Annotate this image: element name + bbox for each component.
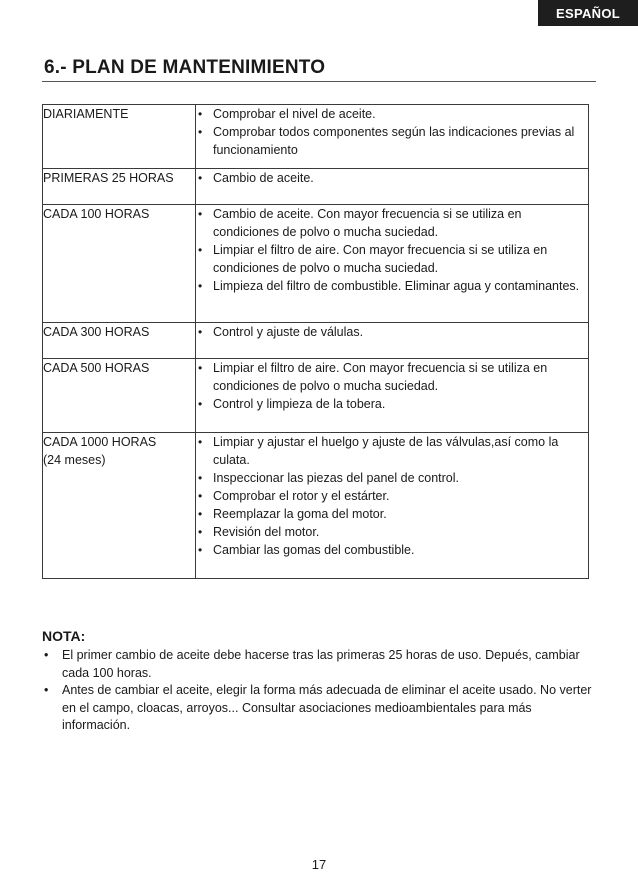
note-item (42, 647, 597, 682)
bullet-icon: • (198, 279, 203, 293)
title-divider (42, 81, 596, 82)
task-text: Inspeccionar las piezas del panel de control. (213, 471, 459, 485)
bullet-icon: • (44, 683, 49, 697)
tasks-cell (196, 359, 589, 433)
bullet-icon: • (198, 435, 203, 449)
tasks-cell (196, 169, 589, 205)
period-cell (43, 169, 196, 205)
task-item (196, 323, 588, 341)
task-item (196, 469, 588, 487)
task-item (196, 205, 588, 241)
bullet-icon: • (198, 107, 203, 121)
task-item (196, 277, 588, 295)
table-row (43, 323, 589, 359)
task-item (196, 541, 588, 559)
task-item (196, 523, 588, 541)
maintenance-table (42, 104, 589, 579)
note-list (42, 647, 597, 735)
task-text: Cambiar las gomas del combustible. (213, 543, 415, 557)
bullet-icon: • (198, 125, 203, 139)
period-cell (43, 323, 196, 359)
task-list (196, 433, 588, 559)
tasks-cell (196, 323, 589, 359)
table-row (43, 433, 589, 579)
period-label: CADA 1000 HORAS (43, 435, 157, 449)
table-row (43, 105, 589, 169)
task-item (196, 359, 588, 395)
tasks-cell (196, 105, 589, 169)
bullet-icon: • (198, 507, 203, 521)
note-item (42, 682, 597, 735)
bullet-icon: • (198, 543, 203, 557)
task-item (196, 241, 588, 277)
bullet-icon: • (198, 397, 203, 411)
task-text: Limpiar el filtro de aire. Con mayor frecuencia si se utiliza en condiciones de polvo o mucha suciedad. (213, 243, 548, 275)
task-item (196, 433, 588, 469)
tasks-cell (196, 433, 589, 579)
task-text: Reemplazar la goma del motor. (213, 507, 387, 521)
task-text: Limpiar el filtro de aire. Con mayor frecuencia si se utiliza en condiciones de polvo o mucha suciedad. (213, 361, 548, 393)
task-item (196, 169, 588, 187)
table-row (43, 205, 589, 323)
period-label: CADA 500 HORAS (43, 361, 150, 375)
task-text: Comprobar todos componentes según las indicaciones previas al funcionamiento (213, 125, 575, 157)
bullet-icon: • (198, 489, 203, 503)
bullet-icon: • (198, 171, 203, 185)
bullet-icon: • (198, 525, 203, 539)
page-number: 17 (311, 857, 327, 872)
section-title: 6.- PLAN DE MANTENIMIENTO (44, 57, 326, 78)
task-item (196, 395, 588, 413)
task-list (196, 359, 588, 413)
period-label: DIARIAMENTE (43, 107, 129, 121)
bullet-icon: • (44, 648, 49, 662)
task-text: Comprobar el nivel de aceite. (213, 107, 376, 121)
bullet-icon: • (198, 243, 203, 257)
bullet-icon: • (198, 361, 203, 375)
task-text: Cambio de aceite. (213, 171, 314, 185)
period-cell (43, 205, 196, 323)
task-list (196, 205, 588, 295)
language-badge: ESPAÑOL (538, 0, 638, 26)
note-text: El primer cambio de aceite debe hacerse tras las primeras 25 horas de uso. Depués, cambiar cada 100 horas. (62, 648, 580, 680)
period-label: PRIMERAS 25 HORAS (43, 171, 174, 185)
task-text: Control y limpieza de la tobera. (213, 397, 386, 411)
task-text: Control y ajuste de válulas. (213, 325, 364, 339)
task-item (196, 123, 588, 159)
tasks-cell (196, 205, 589, 323)
table-row (43, 169, 589, 205)
task-item (196, 105, 588, 123)
task-text: Limpieza del filtro de combustible. Eliminar agua y contaminantes. (213, 279, 580, 293)
task-item (196, 487, 588, 505)
period-cell (43, 359, 196, 433)
period-label: CADA 300 HORAS (43, 325, 150, 339)
period-cell (43, 433, 196, 579)
note-text: Antes de cambiar el aceite, elegir la forma más adecuada de eliminar el aceite usado. No verter en el campo, cloacas, arroyos... Consultar asociaciones medioambientales para más información. (62, 683, 592, 732)
bullet-icon: • (198, 325, 203, 339)
table-row (43, 359, 589, 433)
bullet-icon: • (198, 207, 203, 221)
task-text: Cambio de aceite. Con mayor frecuencia si se utiliza en condiciones de polvo o mucha suciedad. (213, 207, 522, 239)
task-text: Comprobar el rotor y el estárter. (213, 489, 390, 503)
bullet-icon: • (198, 471, 203, 485)
task-text: Revisión del motor. (213, 525, 320, 539)
period-cell (43, 105, 196, 169)
task-list (196, 105, 588, 159)
task-text: Limpiar y ajustar el huelgo y ajuste de las válvulas,así como la culata. (213, 435, 559, 467)
period-sublabel: (24 meses) (43, 453, 106, 467)
note-heading: NOTA: (42, 628, 86, 644)
task-list (196, 323, 588, 341)
task-list (196, 169, 588, 187)
task-item (196, 505, 588, 523)
period-label: CADA 100 HORAS (43, 207, 150, 221)
